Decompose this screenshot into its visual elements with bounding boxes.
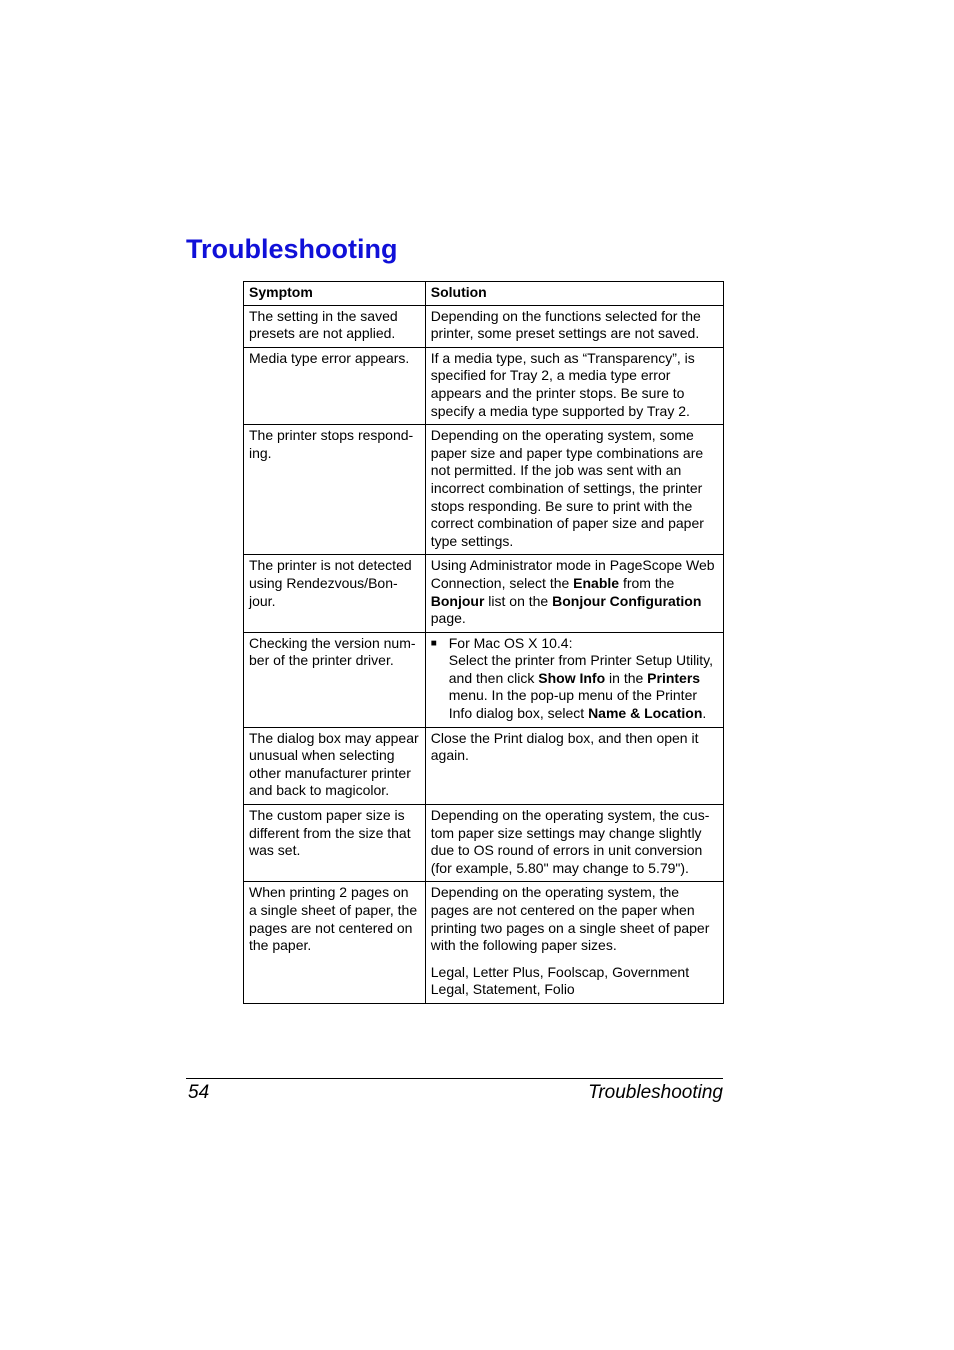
name-location-label: Name & Location (588, 705, 703, 722)
bullet-body (449, 652, 718, 722)
symptom-cell: The custom paper size is different from the size that was set. (244, 805, 426, 882)
solution-paragraph: Depending on the operating system, the pages are not centered on the paper when printing two pages on a single sheet of paper with the following paper sizes. (430, 884, 710, 954)
bullet-intro: For Mac OS X 10.4: (448, 634, 573, 651)
footer-rule (186, 1078, 723, 1079)
solution-cell (425, 555, 723, 632)
solution-cell: If a media type, such as “Transparency”, is specified for Tray 2, a media type error appears and the printer stops. Be sure to specify a media type supported by Tray 2. (425, 347, 723, 424)
footer-section-title: Troubleshooting (588, 1082, 723, 1103)
table-row (244, 347, 724, 424)
table-row (244, 805, 724, 882)
symptom-cell: The dialog box may appear unusual when selecting other manufacturer printer and back to magicolor. (244, 727, 426, 804)
symptom-cell: When printing 2 pages on a single sheet of paper, the pages are not centered on the paper. (244, 882, 426, 1004)
solution-cell: Close the Print dialog box, and then open it again. (425, 727, 723, 804)
bullet-item (431, 635, 718, 723)
solution-text: from the (619, 574, 675, 591)
table-row (244, 305, 724, 347)
symptom-cell: The printer stops respond-ing. (244, 425, 426, 555)
table-row (244, 727, 724, 804)
solution-text: list on the (484, 592, 553, 609)
solution-cell: Depending on the operating system, some paper size and paper type combinations are not permitted. If the job was sent with an incorrect combination of settings, the printer stops responding. Be sure to print with the correct combination of paper size and paper type settings. (425, 425, 723, 555)
paper-size-list: Legal, Letter Plus, Foolscap, Government Legal, Statement, Folio (430, 963, 690, 998)
printers-menu-label: Printers (647, 669, 701, 686)
solution-text: Select the printer from Printer Setup Utility, and then click (448, 652, 714, 686)
bonjour-list-label: Bonjour (430, 592, 485, 609)
symptom-cell: Media type error appears. (244, 347, 426, 424)
table-row (244, 555, 724, 632)
table-header-row (244, 282, 724, 306)
enable-option-label: Enable (573, 574, 620, 591)
bullet-content (449, 635, 718, 723)
square-bullet-icon: ■ (430, 637, 437, 649)
symptom-cell: The printer is not detected using Rendezvous/Bon-jour. (244, 555, 426, 632)
solution-cell: Depending on the functions selected for the printer, some preset settings are not saved. (425, 305, 723, 347)
symptom-column-header: Symptom (244, 282, 426, 306)
symptom-cell: Checking the version num-ber of the printer driver. (244, 632, 426, 727)
table-row (244, 632, 724, 727)
symptom-cell: The setting in the saved presets are not applied. (244, 305, 426, 347)
solution-text: . (702, 705, 707, 722)
show-info-label: Show Info (538, 669, 606, 686)
solution-text: menu. In the pop-up menu of the Printer Info dialog box, select (448, 687, 698, 722)
table-row (244, 425, 724, 555)
solution-text: page. (430, 610, 466, 627)
table-row (244, 882, 724, 1004)
solution-cell: Depending on the operating system, the cus-tom paper size settings may change slightly due to OS round of errors in unit conversion (for example, 5.80" may change to 5.79"). (425, 805, 723, 882)
page-title: Troubleshooting (186, 234, 398, 264)
bonjour-configuration-label: Bonjour Configuration (552, 592, 702, 609)
solution-column-header: Solution (425, 282, 723, 306)
solution-text: Using Administrator mode in PageScope Web Connection, select the (430, 557, 715, 591)
solution-cell (425, 632, 723, 727)
solution-cell (425, 882, 723, 1004)
page-number: 54 (188, 1082, 210, 1103)
solution-text: in the (605, 669, 648, 686)
troubleshooting-table (243, 281, 724, 1004)
